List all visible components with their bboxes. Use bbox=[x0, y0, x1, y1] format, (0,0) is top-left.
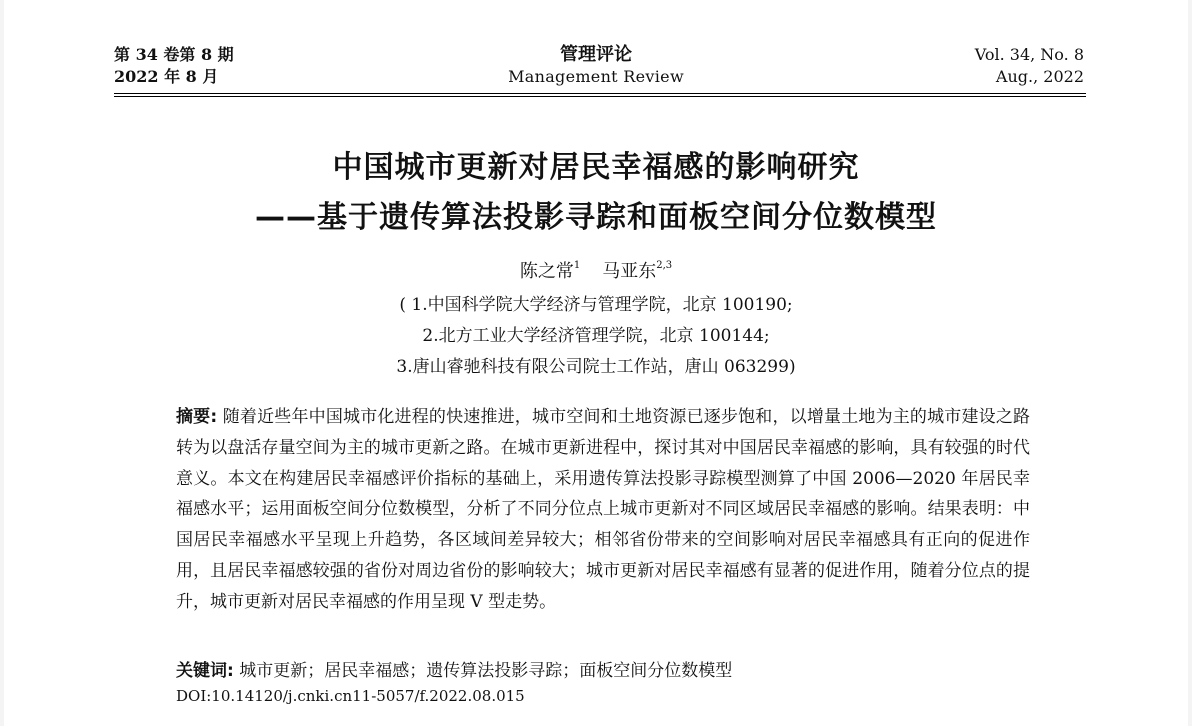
abstract-label: 摘要: bbox=[176, 407, 218, 427]
date-cn: 2022 年 8 月 bbox=[114, 67, 219, 86]
keywords bbox=[176, 656, 1036, 681]
paper-subtitle: ——基于遗传算法投影寻踪和面板空间分位数模型 bbox=[255, 200, 937, 235]
keywords-text: 城市更新；居民幸福感；遗传算法投影寻踪；面板空间分位数模型 bbox=[233, 661, 733, 681]
header-rule-top bbox=[114, 93, 1086, 94]
journal-name-cn: 管理评论 bbox=[560, 44, 632, 65]
volume-cn: 第 34 卷第 8 期 bbox=[114, 45, 234, 64]
volume-en: Vol. 34, No. 8 bbox=[974, 45, 1084, 64]
author-name: 马亚东 bbox=[602, 261, 657, 282]
affiliation-1: ( 1.中国科学院大学经济与管理学院，北京 100190; bbox=[399, 295, 793, 315]
affiliation-2: 2.北方工业大学经济管理学院，北京 100144; bbox=[422, 326, 770, 346]
paper-page bbox=[4, 0, 1188, 726]
header-right bbox=[975, 44, 1084, 88]
paper-title: 中国城市更新对居民幸福感的影响研究 bbox=[332, 150, 860, 185]
abstract bbox=[176, 402, 1030, 618]
date-en: Aug., 2022 bbox=[995, 67, 1084, 86]
author-affiliation-mark: 1 bbox=[573, 260, 581, 271]
abstract-text: 随着近些年中国城市化进程的快速推进，城市空间和土地资源已逐步饱和，以增量土地为主的城市建设之路转为以盘活存量空间为主的城市更新之路。在城市更新进程中，探讨其对中国居民幸福感的影响，具有较强的时代意义。本文在构建居民幸福感评价指标的基础上，采用遗传算法投影寻踪模型测算了中国 2006—2020 年居民幸福感水平；运用面板空间分位数模型，分析了不同分位点上城市更新对不同区域居民幸福感的影响。结果表明：中国居民幸福感水平呈现上升趋势，各区域间差异较大；相邻省份带来的空间影响对居民幸福感具有正向的促进作用，且居民幸福感较强的省份对周边省份的影响较大；城市更新对居民幸福感有显著的促进作用，随着分位点的提升，城市更新对居民幸福感的作用呈现 V 型走势。 bbox=[176, 407, 1030, 612]
author-name: 陈之常 bbox=[519, 261, 574, 282]
header-rule-bottom bbox=[114, 96, 1086, 97]
doi: DOI:10.14120/j.cnki.cn11-5057/f.2022.08.015 bbox=[176, 687, 525, 705]
author-list bbox=[4, 257, 1188, 283]
journal-name-en: Management Review bbox=[508, 67, 684, 86]
affiliation-3: 3.唐山睿驰科技有限公司院士工作站，唐山 063299) bbox=[396, 357, 796, 377]
keywords-label: 关键词: bbox=[176, 661, 234, 681]
author-affiliation-mark: 2,3 bbox=[656, 260, 673, 271]
